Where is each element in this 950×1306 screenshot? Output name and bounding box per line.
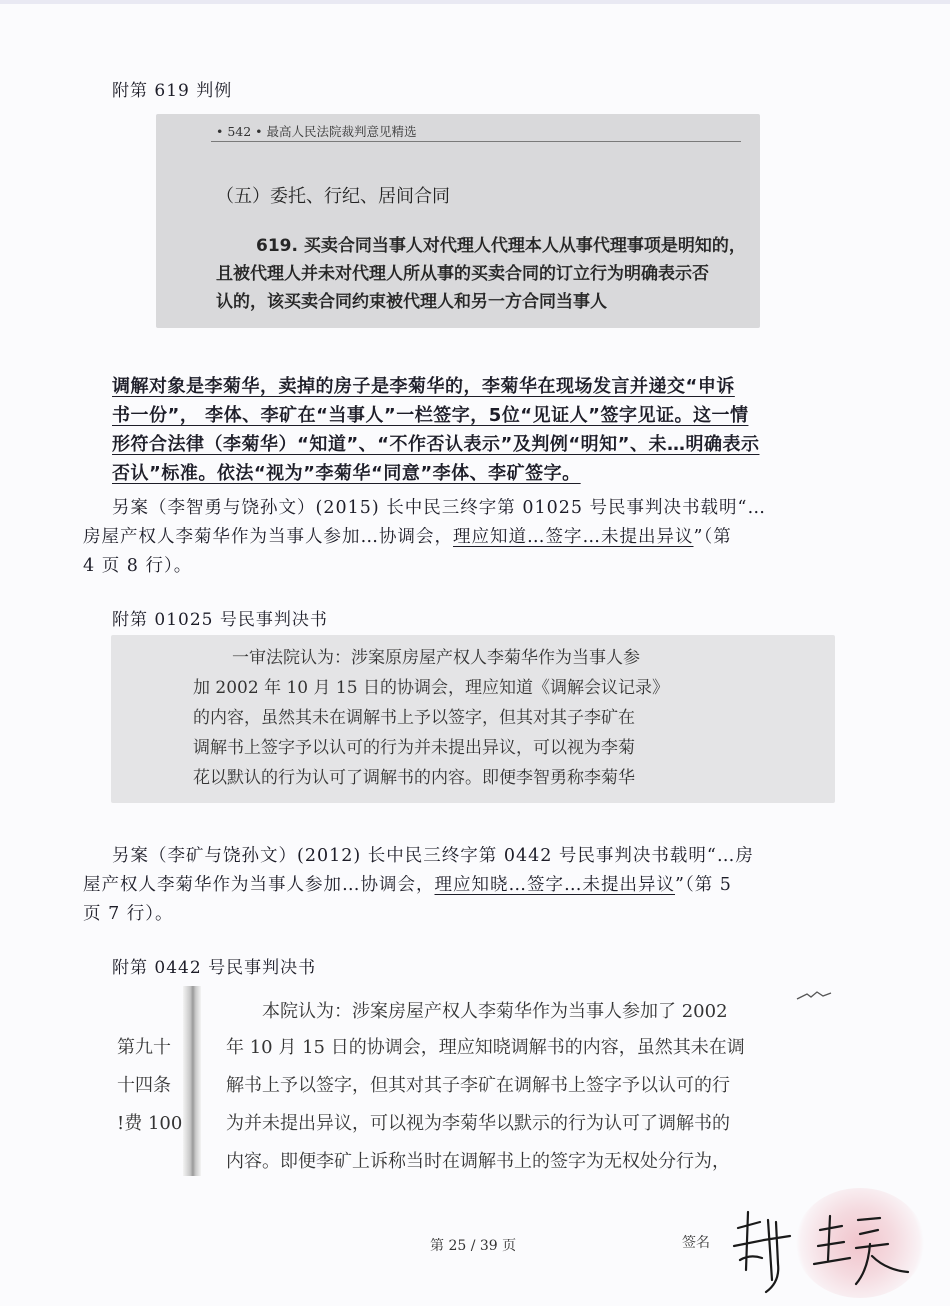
- quote2-line-3: 解书上予以签字，但其对其子李矿在调解书上签字予以认可的行: [226, 1075, 730, 1096]
- bold-para-line-3: 形符合法律（李菊华）“知道”、“不作否认表示”及判例“明知”、未…明确表示: [112, 434, 760, 455]
- quote2-line-4: 为并未提出异议，可以视为李菊华以默示的行为认可了调解书的: [226, 1113, 730, 1134]
- quote1-line-2: 加 2002 年 10 月 15 日的协调会，理应知道《调解会议记录》: [193, 678, 669, 698]
- bold-para-line-4: [112, 459, 842, 488]
- page-number: 第 25 / 39 页: [430, 1238, 517, 1254]
- bold-para-line-4-text: 否认”标准。依法“视为”李菊华“同意”李体、李矿签字。: [112, 463, 581, 484]
- para3-line-3: 页 7 行）。: [83, 904, 174, 924]
- bold-para-line-1: 调解对象是李菊华，卖掉的房子是李菊华的，李菊华在现场发言并递交“申诉: [112, 376, 735, 397]
- quote2-line-2: 年 10 月 15 日的协调会，理应知晓调解书的内容，虽然其未在调: [226, 1037, 745, 1058]
- quote1-line-5: 花以默认的行为认可了调解书的内容。即便李智勇称李菊华: [193, 768, 635, 788]
- appendix-0442-title: 附第 0442 号民事判决书: [112, 958, 317, 978]
- signature-label: 签名: [682, 1235, 710, 1251]
- book-header: • 542 • 最高人民法院裁判意见精选: [216, 124, 417, 139]
- para3-line-2: [83, 871, 843, 900]
- quote1-line-1: 一审法院认为：涉案原房屋产权人李菊华作为当事人参: [232, 648, 640, 668]
- quote1-line-3: 的内容，虽然其未在调解书上予以签字，但其对其子李矿在: [193, 708, 635, 728]
- quote2-line-1: 本院认为：涉案房屋产权人李菊华作为当事人参加了 2002: [262, 1001, 728, 1022]
- judgment-01025-excerpt: [111, 635, 835, 803]
- para2-line-2-b: ”（第: [693, 527, 732, 547]
- book-619-line-3: 认的，该买卖合同约束被代理人和另一方合同当事人: [216, 292, 607, 312]
- para2-line-2: [83, 523, 843, 552]
- scribble-mark-icon: [795, 985, 835, 1005]
- book-excerpt-image: [156, 114, 760, 328]
- para2-line-2-a: 房屋产权人李菊华作为当事人参加…协调会，: [83, 527, 453, 547]
- side-line-3: !费 100: [117, 1113, 183, 1134]
- para3-line-2-b: ”（第 5: [675, 875, 732, 895]
- scan-binding-strip: [183, 986, 201, 1176]
- para2-line-3: 4 页 8 行）。: [83, 556, 193, 576]
- appendix-01025-title: 附第 01025 号民事判决书: [112, 610, 328, 630]
- para3-line-2-a: 屋产权人李菊华作为当事人参加…协调会，: [83, 875, 435, 895]
- para3-line-1: 另案（李矿与饶孙文）(2012) 长中民三终字第 0442 号民事判决书载明“…房: [112, 846, 754, 866]
- bold-para-line-2: 书一份”， 李体、李矿在“当事人”一栏签字，5位“见证人”签字见证。这一情: [112, 405, 749, 426]
- book-section-title: （五）委托、行纪、居间合同: [216, 186, 450, 207]
- para2-line-2-underlined: 理应知道…签字…未提出异议: [453, 527, 694, 547]
- side-line-2: 十四条: [117, 1075, 171, 1096]
- book-619-line-2: 且被代理人并未对代理人所从事的买卖合同的订立行为明确表示否: [216, 264, 709, 284]
- book-header-rule: [211, 141, 741, 142]
- top-edge: [0, 0, 950, 4]
- quote2-line-5: 内容。即便李矿上诉称当时在调解书上的签字为无权处分行为，: [226, 1151, 730, 1172]
- appendix-619-title: 附第 619 判例: [112, 81, 233, 101]
- quote1-line-4: 调解书上签字予以认可的行为并未提出异议，可以视为李菊: [193, 738, 635, 758]
- handwritten-signature: [720, 1200, 920, 1300]
- para3-line-2-underlined: 理应知晓…签字…未提出异议: [434, 875, 675, 895]
- para2-line-1: 另案（李智勇与饶孙文）(2015) 长中民三终字第 01025 号民事判决书载明“…: [112, 498, 766, 518]
- side-line-1: 第九十: [117, 1037, 171, 1058]
- book-619-line-1: 619. 买卖合同当事人对代理人代理本人从事代理事项是明知的，: [256, 236, 746, 256]
